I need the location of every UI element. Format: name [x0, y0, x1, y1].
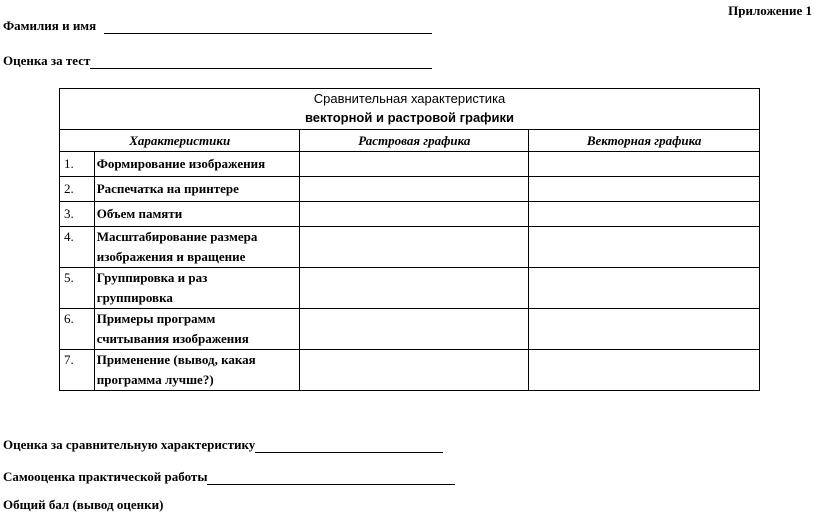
row-characteristic-line1: Распечатка на принтере — [96, 181, 239, 196]
raster-cell[interactable] — [300, 309, 529, 350]
table-title-line1: Сравнительная характеристика — [313, 91, 506, 106]
comparison-score-label: Оценка за сравнительную характеристику — [3, 437, 256, 452]
row-characteristic-line1: Масштабирование размера — [96, 229, 258, 244]
vector-cell[interactable] — [529, 177, 760, 202]
table-row — [60, 152, 760, 177]
row-characteristic-line1: Формирование изображения — [96, 156, 266, 171]
row-characteristic-line1: Группировка и раз — [96, 270, 208, 285]
table-title — [60, 89, 760, 130]
column-header-characteristics: Характеристики — [60, 130, 300, 152]
vector-cell[interactable] — [529, 350, 760, 391]
row-number: 5. — [60, 268, 95, 309]
vector-cell[interactable] — [529, 268, 760, 309]
raster-cell[interactable] — [300, 177, 529, 202]
row-characteristic-line2: считывания изображения — [96, 331, 249, 346]
raster-cell[interactable] — [300, 152, 529, 177]
self-assessment-input-line[interactable] — [207, 470, 455, 485]
row-characteristic-line2: группировка — [96, 290, 173, 305]
table-title-line2: векторной и растровой графики — [304, 110, 515, 125]
row-characteristic — [94, 268, 300, 309]
vector-cell[interactable] — [529, 227, 760, 268]
table-row — [60, 309, 760, 350]
row-number: 4. — [60, 227, 95, 268]
column-header-raster: Растровая графика — [300, 130, 529, 152]
table-row — [60, 350, 760, 391]
comparison-table — [59, 88, 760, 391]
raster-cell[interactable] — [300, 268, 529, 309]
row-characteristic — [94, 152, 300, 177]
appendix-label: Приложение 1 — [728, 3, 812, 18]
test-score-input-line[interactable] — [90, 54, 432, 69]
comparison-score-field — [3, 437, 443, 453]
row-characteristic — [94, 350, 300, 391]
table-row — [60, 177, 760, 202]
test-score-label: Оценка за тест — [3, 53, 91, 68]
self-assessment-label: Самооценка практической работы — [3, 469, 208, 484]
name-input-line[interactable] — [104, 19, 432, 34]
vector-cell[interactable] — [529, 202, 760, 227]
row-number: 2. — [60, 177, 95, 202]
row-characteristic-line2: программа лучше?) — [96, 372, 214, 387]
raster-cell[interactable] — [300, 202, 529, 227]
table-row — [60, 268, 760, 309]
self-assessment-field — [3, 469, 455, 485]
row-characteristic-line2: изображения и вращение — [96, 249, 246, 264]
row-number: 3. — [60, 202, 95, 227]
total-score-label: Общий бал (вывод оценки) — [3, 497, 164, 512]
vector-cell[interactable] — [529, 309, 760, 350]
row-characteristic-line1: Объем памяти — [96, 206, 183, 221]
row-characteristic — [94, 227, 300, 268]
row-characteristic-line1: Применение (вывод, какая — [96, 352, 256, 367]
vector-cell[interactable] — [529, 152, 760, 177]
row-characteristic-line1: Примеры программ — [96, 311, 216, 326]
column-header-vector: Векторная графика — [529, 130, 760, 152]
name-field — [3, 18, 432, 34]
row-characteristic — [94, 177, 300, 202]
total-score-field — [3, 497, 163, 513]
table-row — [60, 227, 760, 268]
test-score-field — [3, 53, 432, 69]
raster-cell[interactable] — [300, 350, 529, 391]
name-label: Фамилия и имя — [3, 18, 97, 33]
comparison-score-input-line[interactable] — [255, 438, 443, 453]
row-number: 7. — [60, 350, 95, 391]
table-row — [60, 202, 760, 227]
row-number: 1. — [60, 152, 95, 177]
row-characteristic — [94, 309, 300, 350]
row-characteristic — [94, 202, 300, 227]
raster-cell[interactable] — [300, 227, 529, 268]
row-number: 6. — [60, 309, 95, 350]
